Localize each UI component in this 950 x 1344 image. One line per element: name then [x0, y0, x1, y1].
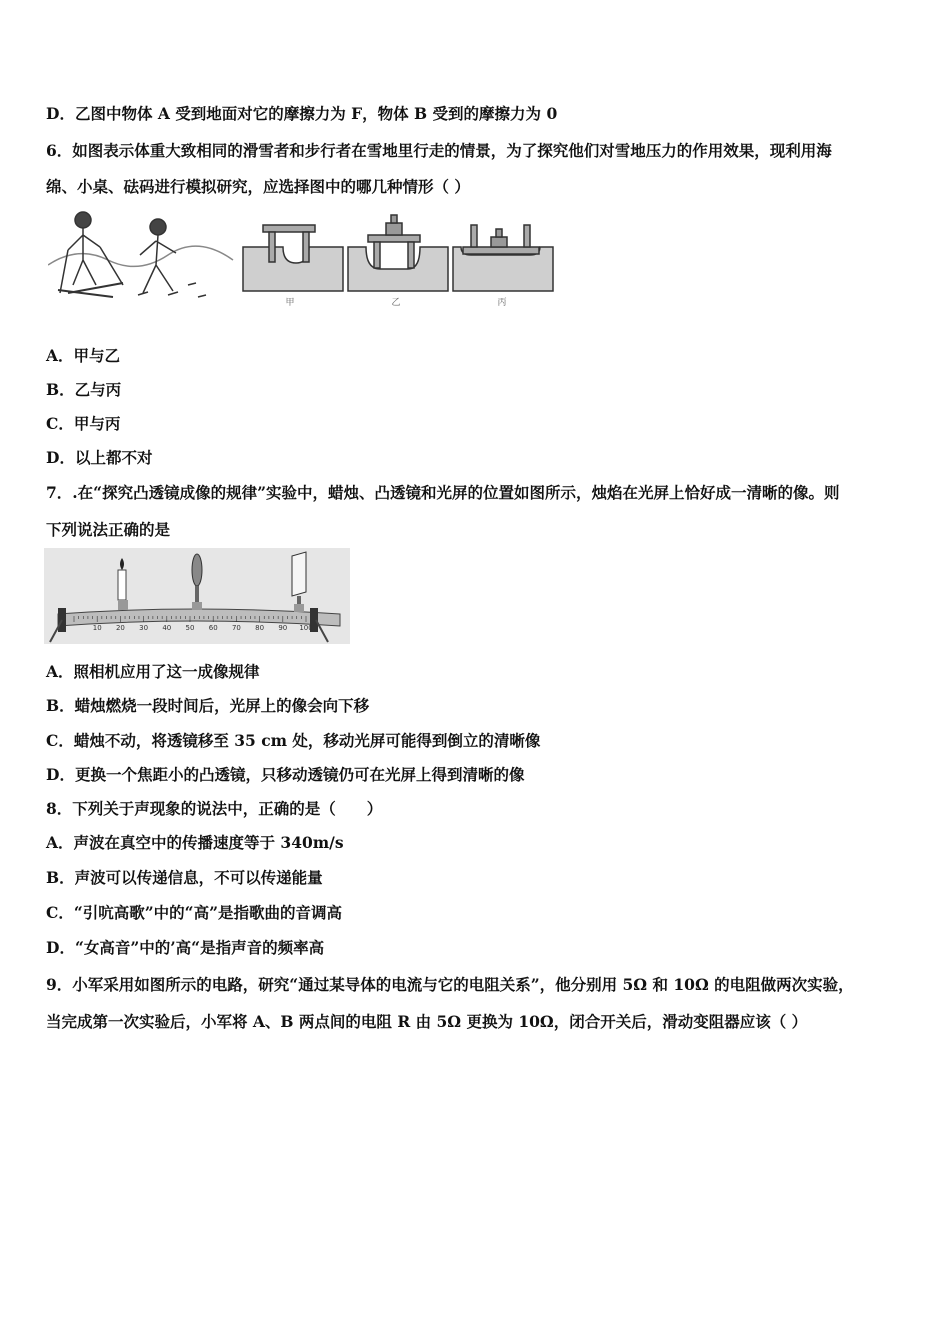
- q5-option-d: D．乙图中物体 A 受到地面对它的摩擦力为 F，物体 B 受到的摩擦力为 0: [46, 104, 558, 123]
- q6-option-d: D．以上都不对: [46, 448, 153, 467]
- figure-yi: [348, 215, 448, 291]
- q7-option-a: A．照相机应用了这一成像规律: [46, 662, 260, 681]
- q6-option-b: B．乙与丙: [46, 380, 122, 399]
- q7-option-d: D．更换一个焦距小的凸透镜，只移动透镜仍可在光屏上得到清晰的像: [46, 765, 525, 784]
- q7-option-c: C．蜡烛不动，将透镜移至 35 cm 处，移动光屏可能得到倒立的清晰像: [46, 731, 541, 750]
- ruler-tick-label: 100: [299, 624, 313, 632]
- ruler-tick-label: 20: [115, 624, 125, 632]
- label-bing: 丙: [497, 298, 507, 307]
- ruler-tick-label: 90: [278, 624, 288, 632]
- q8-option-b: B．声波可以传递信息，不可以传递能量: [46, 868, 323, 887]
- ruler-tick-label: 10: [92, 624, 102, 632]
- candle: [118, 570, 126, 600]
- q8-stem: 8．下列关于声现象的说法中，正确的是（ ）: [46, 799, 383, 818]
- label-jia: 甲: [285, 298, 295, 307]
- ruler-tick-label: 50: [185, 624, 195, 632]
- label-yi: 乙: [391, 298, 401, 307]
- q6-option-c: C．甲与丙: [46, 414, 121, 433]
- figure-jia: [243, 225, 343, 291]
- q8-option-a: A．声波在真空中的传播速度等于 340m/s: [46, 833, 344, 852]
- light-screen: [292, 552, 306, 596]
- ruler-tick-label: 70: [231, 624, 241, 632]
- q6-stem-line2: 绵、小桌、砝码进行模拟研究，应选择图中的哪几种情形（ ）: [46, 177, 470, 196]
- q6-stem-line1: 6．如图表示体重大致相同的滑雪者和步行者在雪地里行走的情景，为了探究他们对雪地压力的作用效果，现利用海: [46, 141, 832, 160]
- ruler-tick-label: 40: [162, 624, 172, 632]
- skier-walker-illustration: [48, 212, 233, 297]
- q6-option-a: A．甲与乙: [46, 346, 121, 365]
- q8-option-c: C．“引吭高歌”中的“高”是指歌曲的音调高: [46, 903, 342, 922]
- convex-lens: [192, 554, 202, 586]
- q8-option-d: D．“女高音”中的’高“是指声音的频率高: [46, 938, 325, 957]
- figure-bing: [453, 225, 553, 291]
- q7-stem-line2: 下列说法正确的是: [46, 520, 171, 539]
- q7-figure: [44, 548, 350, 644]
- q6-figure: [48, 205, 558, 307]
- ruler-tick-label: 60: [208, 624, 218, 632]
- ruler-tick-label: 30: [139, 624, 149, 632]
- q7-stem-line1: 7．.在“探究凸透镜成像的规律”实验中，蜡烛、凸透镜和光屏的位置如图所示，烛焰在光屏上恰好成一清晰的像。则: [46, 483, 840, 502]
- ruler-tick-label: 80: [255, 624, 265, 632]
- q9-stem-line1: 9．小军采用如图所示的电路，研究“通过某导体的电流与它的电阻关系”，他分别用 5Ω 和 10Ω 的电阻做两次实验，: [46, 975, 854, 994]
- q9-stem-line2: 当完成第一次实验后，小军将 A、B 两点间的电阻 R 由 5Ω 更换为 10Ω，闭合开关后，滑动变阻器应该（ ）: [46, 1012, 808, 1031]
- q7-option-b: B．蜡烛燃烧一段时间后，光屏上的像会向下移: [46, 696, 370, 715]
